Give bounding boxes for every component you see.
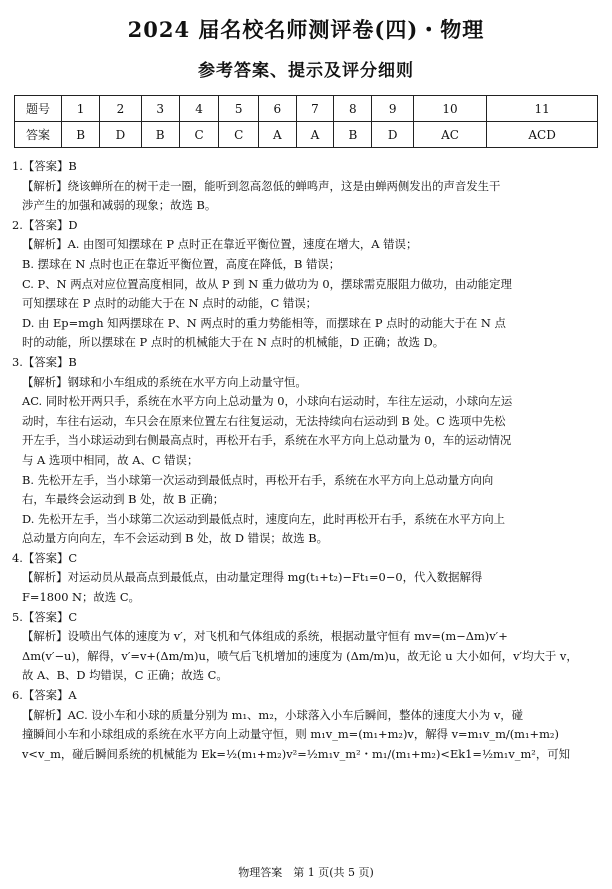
page-footer: 物理答案 第 1 页(共 5 页) bbox=[238, 866, 374, 879]
explanation-line: C. P、N 两点对应位置高度相同，故从 P 到 N 重力做功为 0，摆球需克服阻力做功，由动能定理 bbox=[22, 276, 512, 291]
answer-heading: 1.【答案】B bbox=[12, 159, 77, 173]
answer-cell: AC bbox=[413, 122, 486, 148]
answer-cell: A bbox=[296, 122, 334, 148]
page-title: 2024 届名校名师测评卷(四)・物理 bbox=[127, 17, 485, 42]
explanation-line: v<v_m，碰后瞬间系统的机械能为 Ek=½(m₁+m₂)v²=½m₁v_m²・m₁/(m₁+m₂)<Ek1=½m₁v_m²，可知 bbox=[22, 746, 571, 761]
answer-cell: A bbox=[259, 122, 297, 148]
question-number: 10 bbox=[413, 96, 486, 122]
explanation-line: 【解析】钢球和小车组成的系统在水平方向上动量守恒。 bbox=[22, 374, 307, 389]
answer-heading: 4.【答案】C bbox=[12, 550, 78, 565]
answer-cell: C bbox=[219, 122, 259, 148]
explanation-line: 右，车最终会运动到 B 处，故 B 正确； bbox=[22, 492, 225, 507]
answer-cell: B bbox=[141, 122, 179, 148]
answer-heading: 5.【答案】C bbox=[12, 609, 78, 624]
explanation-line: D. 由 Ep=mgh 知两摆球在 P、N 两点时的重力势能相等，而摆球在 P 点时的动能大于在 N 点 bbox=[22, 315, 506, 330]
explanation-line: 撞瞬间小车和小球组成的系统在水平方向上动量守恒，则 m₁v_m=(m₁+m₂)v，解得 v=m₁v_m/(m₁+m₂) bbox=[22, 727, 559, 742]
answer-heading: 3.【答案】B bbox=[12, 354, 77, 369]
explanation-line: F=1800 N；故选 C。 bbox=[22, 590, 140, 605]
answer-cell: ACD bbox=[487, 122, 598, 148]
question-number: 6 bbox=[259, 96, 297, 122]
row-label-answer: 答案 bbox=[15, 122, 62, 148]
explanation-line: 【解析】绕该蝉所在的树干走一圈，能听到忽高忽低的蝉鸣声，这是由蝉两侧发出的声音发生干 bbox=[22, 178, 501, 193]
question-number: 4 bbox=[179, 96, 219, 122]
answer-cell: D bbox=[372, 122, 413, 148]
question-number: 11 bbox=[487, 96, 598, 122]
answer-heading: 6.【答案】A bbox=[12, 688, 77, 703]
answer-heading: 2.【答案】D bbox=[12, 217, 78, 232]
question-number: 5 bbox=[219, 96, 259, 122]
explanation-line: 动时，车往右运动，车只会在原来位置左右往复运动，无法持续向右运动到 B 处。C 选项中先松 bbox=[22, 413, 506, 428]
answer-table bbox=[14, 95, 598, 148]
question-number: 3 bbox=[141, 96, 179, 122]
answer-cell: B bbox=[334, 122, 372, 148]
question-number: 9 bbox=[372, 96, 413, 122]
row-label-number: 题号 bbox=[15, 96, 62, 122]
answer-cell: D bbox=[100, 122, 141, 148]
question-number: 1 bbox=[62, 96, 100, 122]
explanation-line: Δm(v′−u)，解得，v′=v+(Δm/m)u，喷气后飞机增加的速度为 (Δm/m)u，故无论 u 大小如何，v′均大于 v， bbox=[22, 648, 578, 663]
explanation-line: 【解析】AC. 设小车和小球的质量分别为 m₁、m₂，小球落入小车后瞬间，整体的速度大小为 v，碰 bbox=[22, 707, 524, 722]
explanation-line: 【解析】对运动员从最高点到最低点，由动量定理得 mg(t₁+t₂)−Ft₁=0−0，代入数据解得 bbox=[22, 570, 483, 585]
page-subtitle: 参考答案、提示及评分细则 bbox=[198, 61, 414, 81]
explanation-line: 时的动能，所以摆球在 P 点时的机械能大于在 N 点时的机械能，D 正确；故选 D。 bbox=[22, 335, 445, 350]
explanation-line: AC. 同时松开两只手，系统在水平方向上总动量为 0，小球向右运动时，车往左运动，小球向左运 bbox=[22, 394, 513, 409]
question-number: 8 bbox=[334, 96, 372, 122]
explanation-line: 涉产生的加强和减弱的现象；故选 B。 bbox=[22, 198, 217, 213]
explanation-line: 故 A、B、D 均错误，C 正确；故选 C。 bbox=[22, 668, 228, 683]
explanation-line: 与 A 选项中相同，故 A、C 错误； bbox=[22, 452, 199, 467]
explanation-line: B. 先松开左手，当小球第一次运动到最低点时，再松开右手，系统在水平方向上总动量方向向 bbox=[22, 472, 494, 487]
explanation-line: 开左手，当小球运动到右侧最高点时，再松开右手，系统在水平方向上总动量为 0，车的运动情况 bbox=[22, 433, 512, 448]
explanation-line: 可知摆球在 P 点时的动能大于在 N 点时的动能，C 错误； bbox=[22, 296, 318, 311]
answer-table-answer-row bbox=[15, 122, 598, 148]
explanation-line: 【解析】设喷出气体的速度为 v′，对飞机和气体组成的系统，根据动量守恒有 mv=(m−Δm)v′+ bbox=[22, 629, 508, 644]
answer-cell: C bbox=[179, 122, 219, 148]
explanation-line: D. 先松开左手，当小球第二次运动到最低点时，速度向左，此时再松开右手，系统在水平方向上 bbox=[22, 511, 505, 526]
explanation-line: B. 摆球在 N 点时也正在靠近平衡位置，高度在降低，B 错误； bbox=[22, 256, 341, 271]
question-number: 2 bbox=[100, 96, 141, 122]
explanation-line: 【解析】A. 由图可知摆球在 P 点时正在靠近平衡位置，速度在增大，A 错误； bbox=[22, 237, 418, 252]
question-number: 7 bbox=[296, 96, 334, 122]
explanation-line: 总动量方向向左，车不会运动到 B 处，故 D 错误；故选 B。 bbox=[22, 531, 328, 546]
answer-table-number-row bbox=[15, 96, 598, 122]
solution-body bbox=[12, 157, 600, 764]
answer-cell: B bbox=[62, 122, 100, 148]
